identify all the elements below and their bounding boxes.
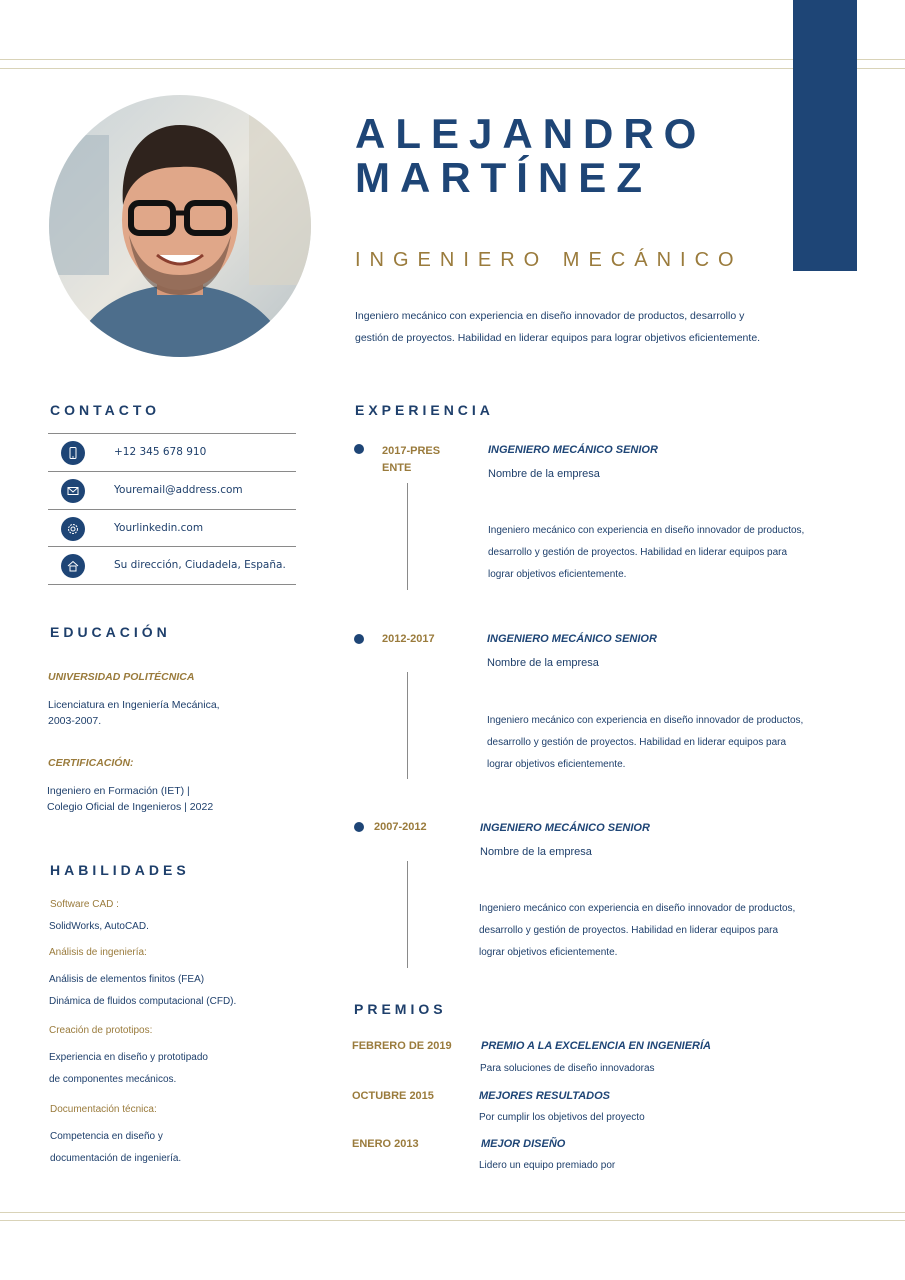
- skill-label: Documentación técnica:: [50, 1104, 157, 1115]
- university-name: UNIVERSIDAD POLITÉCNICA: [48, 671, 195, 683]
- first-name: ALEJANDRO: [355, 110, 707, 157]
- job-title: INGENIERO MECÁNICO SENIOR: [480, 822, 650, 834]
- skills-heading: HABILIDADES: [50, 862, 190, 878]
- degree-line2: 2003-2007.: [48, 715, 102, 727]
- timeline-dot: [354, 634, 364, 644]
- contact-address-text: Su dirección, Ciudadela, España.: [114, 559, 286, 571]
- top-rule-2: [0, 68, 905, 69]
- certification: [47, 783, 213, 815]
- job-years-line1: 2017-PRES: [382, 445, 441, 457]
- skill-detail: Experiencia en diseño y prototipado: [49, 1052, 208, 1063]
- gear-icon: [61, 517, 85, 541]
- skill-detail: de componentes mecánicos.: [49, 1074, 177, 1085]
- profile-summary: Ingeniero mecánico con experiencia en diseño innovador de productos, desarrollo y gestión de proyectos. Habilidad en liderar equipos para lograr objetivos eficientemente.: [355, 310, 761, 344]
- bottom-rule-2: [0, 1220, 905, 1221]
- skill-label: Análisis de ingeniería:: [49, 947, 147, 958]
- contact-phone: [48, 433, 296, 471]
- job-title: INGENIERO MECÁNICO SENIOR: [487, 633, 657, 645]
- awards-heading: PREMIOS: [354, 1001, 447, 1017]
- contact-phone-text: +12 345 678 910: [114, 446, 207, 458]
- award-description: Lidero un equipo premiado por: [479, 1160, 616, 1171]
- job-years-line1: 2012-2017: [382, 633, 435, 645]
- job-years: [382, 443, 440, 477]
- job-role: INGENIERO MECÁNICO: [355, 249, 743, 271]
- cert-line1: Ingeniero en Formación (IET) |: [47, 785, 190, 797]
- job-description: Ingeniero mecánico con experiencia en diseño innovador de productos, desarrollo y gestión de proyectos. Habilidad en liderar equipos para lograr objetivos eficientemente.: [488, 525, 805, 580]
- skill-detail: Análisis de elementos finitos (FEA): [49, 974, 205, 985]
- award-description: Para soluciones de diseño innovadoras: [480, 1063, 655, 1074]
- skill-label: Software CAD :: [50, 899, 119, 910]
- contact-address: [48, 546, 296, 585]
- award-date: FEBRERO DE 2019: [352, 1040, 452, 1052]
- award-date: ENERO 2013: [352, 1138, 419, 1150]
- timeline-dot: [354, 444, 364, 454]
- education-heading: EDUCACIÓN: [50, 624, 171, 640]
- job-years-line1: 2007-2012: [374, 821, 427, 833]
- contact-email: [48, 471, 296, 509]
- job-company: Nombre de la empresa: [488, 468, 600, 480]
- degree: [48, 697, 220, 729]
- job-years: [374, 819, 427, 836]
- award-description: Por cumplir los objetivos del proyecto: [479, 1112, 645, 1123]
- top-rule: [0, 59, 905, 60]
- award-title: MEJOR DISEÑO: [481, 1138, 566, 1150]
- contact-heading: CONTACTO: [50, 402, 161, 418]
- email-icon: [61, 479, 85, 503]
- contact-linkedin-text[interactable]: Yourlinkedin.com: [114, 522, 204, 534]
- home-icon: [61, 554, 85, 578]
- job-years: [382, 631, 435, 648]
- timeline-line: [407, 672, 408, 779]
- accent-bar: [793, 0, 857, 271]
- contact-linkedin: [48, 509, 296, 547]
- job-description: Ingeniero mecánico con experiencia en diseño innovador de productos, desarrollo y gestión de proyectos. Habilidad en liderar equipos para lograr objetivos eficientemente.: [479, 903, 796, 958]
- timeline-dot: [354, 822, 364, 832]
- skill-detail: Dinámica de fluidos computacional (CFD).: [49, 996, 237, 1007]
- phone-icon: [61, 441, 85, 465]
- skill-detail: SolidWorks, AutoCAD.: [49, 921, 149, 932]
- certification-title: CERTIFICACIÓN:: [48, 757, 134, 769]
- job-company: Nombre de la empresa: [487, 657, 599, 669]
- experience-heading: EXPERIENCIA: [355, 402, 494, 418]
- award-date: OCTUBRE 2015: [352, 1090, 434, 1102]
- skill-label: Creación de prototipos:: [49, 1025, 153, 1036]
- full-name: [355, 112, 706, 200]
- job-title: INGENIERO MECÁNICO SENIOR: [488, 444, 658, 456]
- bottom-rule: [0, 1212, 905, 1213]
- skill-detail: documentación de ingeniería.: [50, 1153, 182, 1164]
- award-title: MEJORES RESULTADOS: [479, 1090, 610, 1102]
- job-company: Nombre de la empresa: [480, 846, 592, 858]
- timeline-line: [407, 483, 408, 590]
- cert-line2: Colegio Oficial de Ingenieros | 2022: [47, 801, 214, 813]
- skill-detail: Competencia en diseño y: [50, 1131, 163, 1142]
- last-name: MARTÍNEZ: [355, 154, 652, 201]
- job-years-line2: ENTE: [382, 462, 412, 474]
- timeline-line: [407, 861, 408, 968]
- job-description: Ingeniero mecánico con experiencia en diseño innovador de productos, desarrollo y gestión de proyectos. Habilidad en liderar equipos para lograr objetivos eficientemente.: [487, 715, 804, 770]
- contact-email-text[interactable]: Youremail@address.com: [114, 484, 243, 496]
- degree-line1: Licenciatura en Ingeniería Mecánica,: [48, 699, 220, 711]
- profile-photo: [49, 95, 311, 357]
- award-title: PREMIO A LA EXCELENCIA EN INGENIERÍA: [481, 1040, 712, 1052]
